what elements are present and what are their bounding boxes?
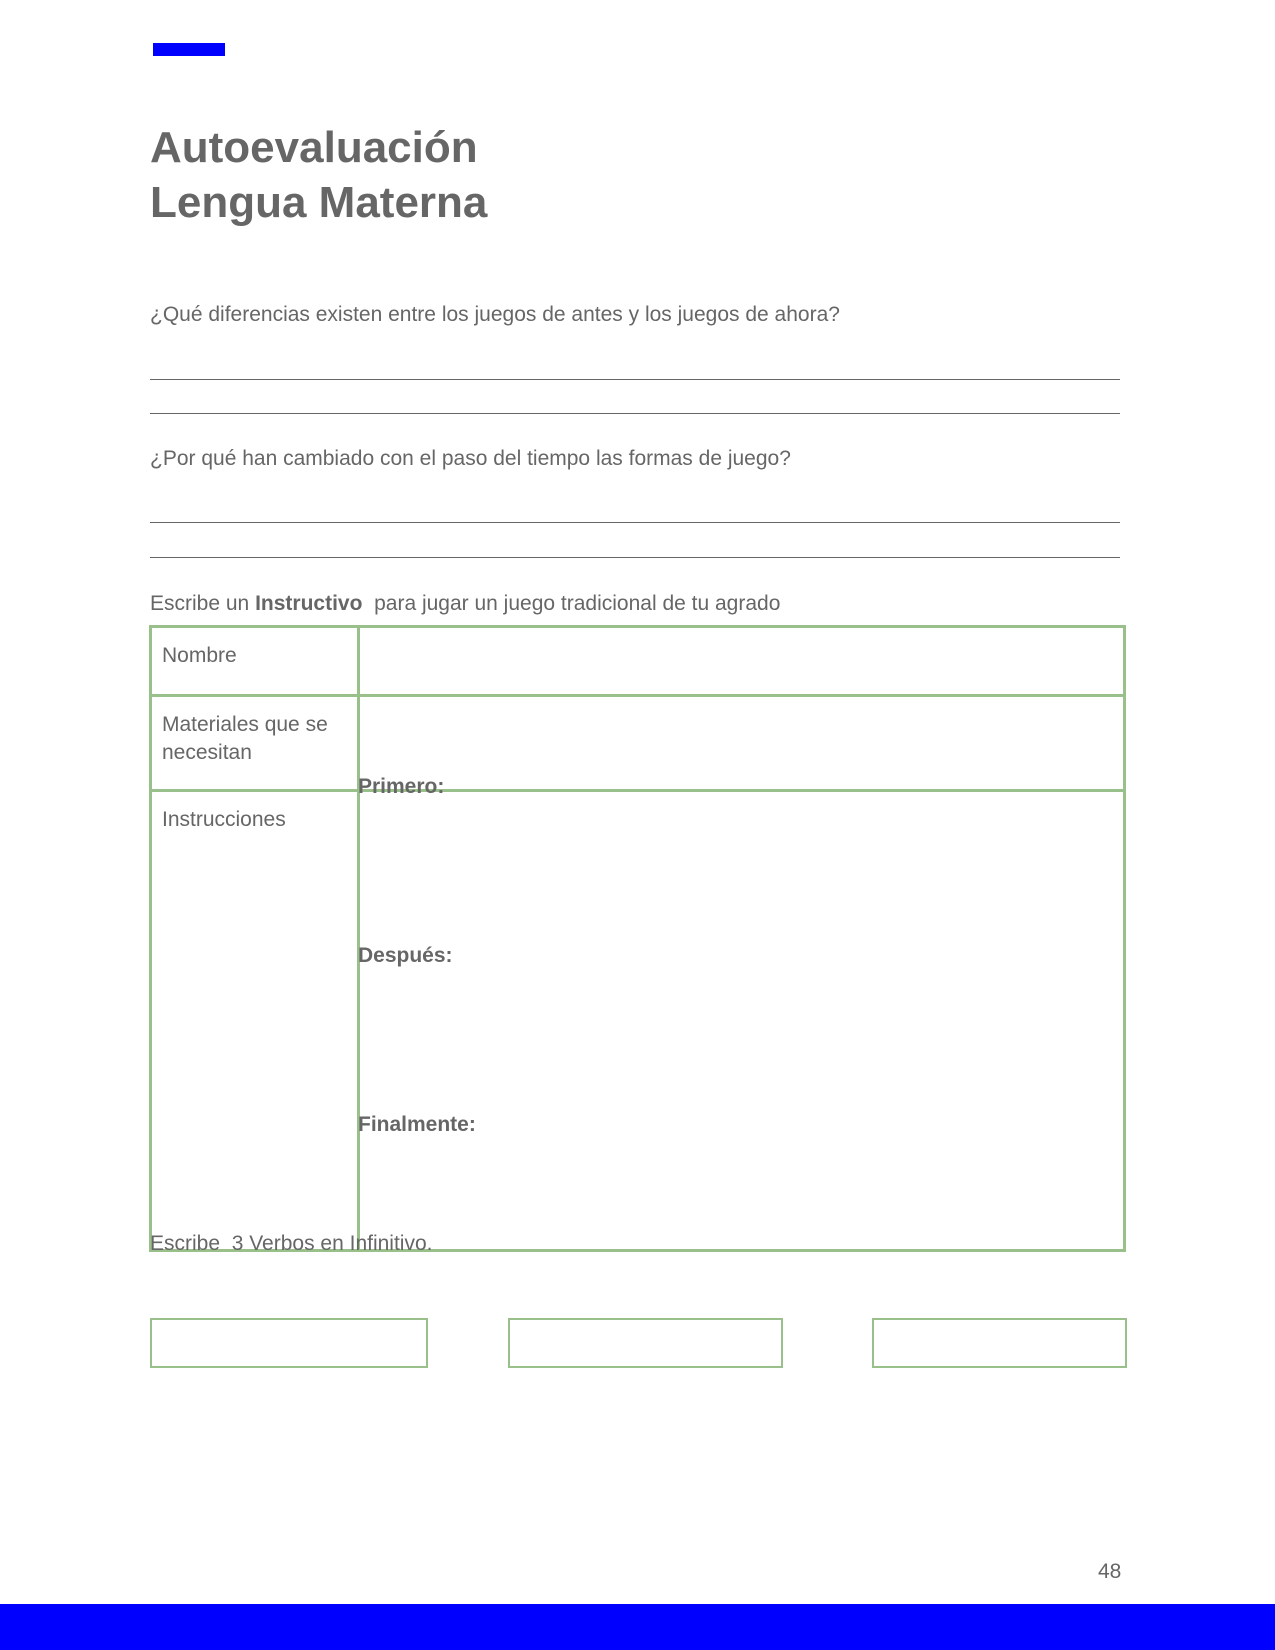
answer-line[interactable]	[150, 379, 1120, 380]
answer-line[interactable]	[150, 557, 1120, 558]
title-line-2: Lengua Materna	[150, 178, 488, 227]
question-2: ¿Por qué han cambiado con el paso del tiempo las formas de juego?	[150, 447, 791, 470]
instructions-field[interactable]	[359, 791, 1125, 1251]
step-finally-label: Finalmente:	[358, 1113, 476, 1136]
instructivo-prompt-suffix: para jugar un juego tradicional de tu agrado	[362, 592, 781, 615]
step-first-label: Primero:	[358, 775, 445, 798]
instructions-label: Instrucciones	[151, 791, 359, 1251]
verb-input-1[interactable]	[150, 1318, 428, 1368]
instructivo-prompt-prefix: Escribe un	[150, 592, 256, 615]
instructivo-table	[149, 625, 1126, 1252]
verb-input-3[interactable]	[872, 1318, 1127, 1368]
table-row	[151, 696, 1125, 791]
step-then-label: Después:	[358, 944, 453, 967]
answer-line[interactable]	[150, 413, 1120, 414]
top-accent-bar	[153, 43, 225, 56]
materials-label: Materiales que se necesitan	[151, 696, 359, 791]
name-label: Nombre	[151, 627, 359, 696]
materials-field[interactable]	[359, 696, 1125, 791]
table-row	[151, 791, 1125, 1251]
instructivo-prompt	[150, 592, 780, 616]
verbs-prompt: Escribe 3 Verbos en Infinitivo.	[150, 1232, 433, 1255]
answer-line[interactable]	[150, 522, 1120, 523]
question-1: ¿Qué diferencias existen entre los juegos de antes y los juegos de ahora?	[150, 303, 840, 326]
verb-input-2[interactable]	[508, 1318, 783, 1368]
page-title	[150, 120, 487, 230]
table-row	[151, 627, 1125, 696]
title-line-1: Autoevaluación	[150, 123, 478, 172]
page-number: 48	[1098, 1560, 1122, 1583]
name-field[interactable]	[359, 627, 1125, 696]
instructivo-prompt-bold: Instructivo	[255, 592, 363, 615]
bottom-accent-bar	[0, 1604, 1275, 1650]
